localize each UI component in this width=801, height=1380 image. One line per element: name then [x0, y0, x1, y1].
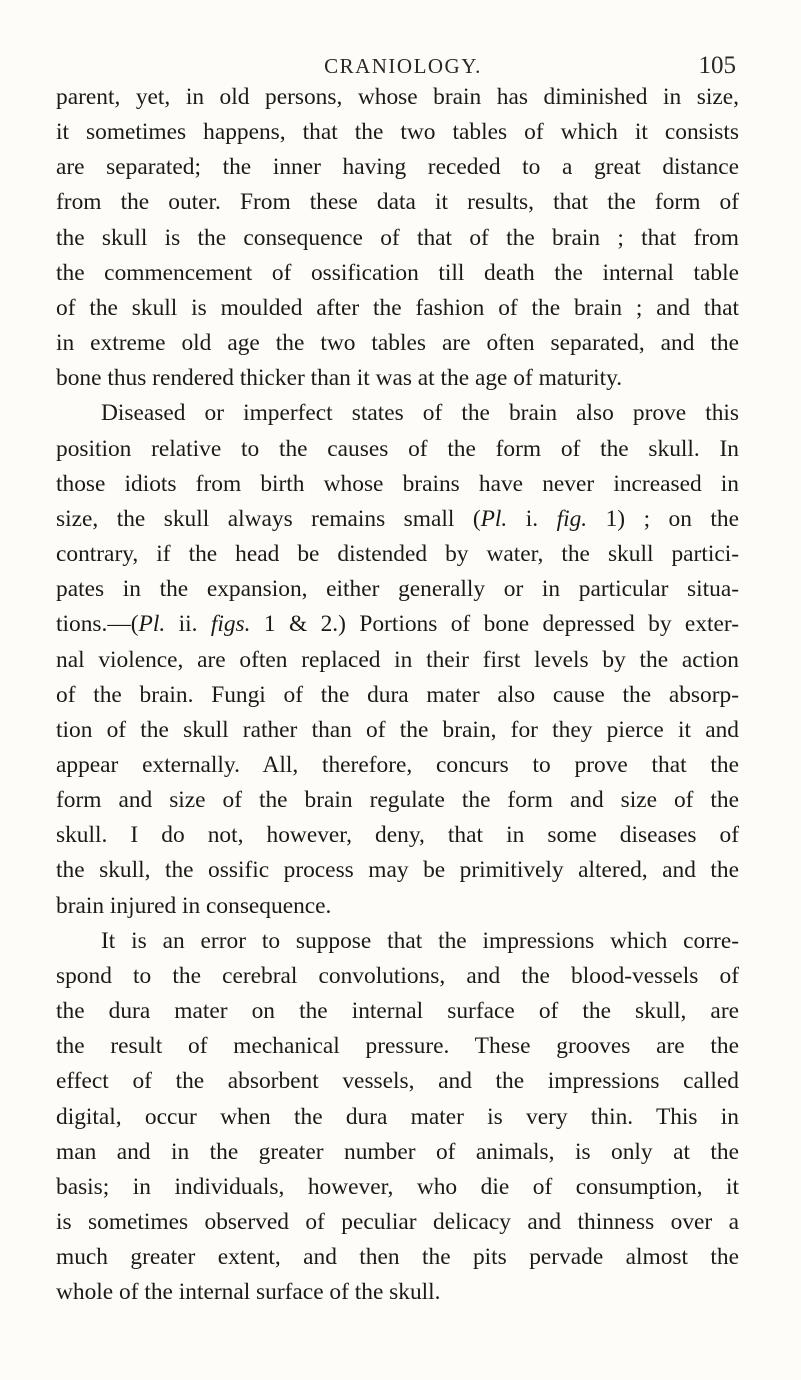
paragraph-2 — [56, 396, 739, 923]
text-line: the dura mater on the internal surface of the skull, are — [56, 998, 739, 1025]
text-line: parent, yet, in old persons, whose brain has diminished in size, — [56, 84, 739, 110]
paragraph-3 — [56, 924, 739, 1311]
text-line: in extreme old age the two tables are often separated, and the — [56, 330, 739, 357]
text-line: are separated; the inner having receded to a great distance — [56, 154, 739, 181]
text-line: tions.—(Pl. ii. figs. 1 & 2.) Portions of bone depressed by exter- — [56, 611, 739, 638]
text-line: is sometimes observed of peculiar delicacy and thinness over a — [56, 1209, 739, 1235]
text-line: position relative to the causes of the form of the skull. In — [56, 435, 739, 462]
text-line: from the outer. From these data it results, that the form of — [56, 189, 739, 216]
running-title: CRANIOLOGY. — [324, 54, 482, 78]
text-line: pates in the expansion, either generally or in particular situa- — [56, 576, 739, 603]
text-line: skull. I do not, however, deny, that in some diseases of — [56, 822, 739, 849]
body-text — [56, 80, 739, 1310]
text-line: nal violence, are often replaced in their first levels by the action — [56, 646, 739, 673]
text-line: bone thus rendered thicker than it was at the age of maturity. — [56, 365, 623, 392]
text-line: the result of mechanical pressure. These grooves are the — [56, 1033, 739, 1060]
text-line: digital, occur when the dura mater is very thin. This in — [56, 1103, 739, 1130]
text-line: the skull is the consequence of that of the brain ; that from — [56, 224, 739, 251]
text-line: it sometimes happens, that the two tables of which it consists — [56, 119, 739, 146]
page-number: 105 — [698, 52, 736, 79]
text-line: of the brain. Fungi of the dura mater also cause the absorp- — [56, 681, 739, 708]
text-line: It is an error to suppose that the impressions which corre- — [101, 927, 739, 954]
text-line: tion of the skull rather than of the brain, for they pierce it and — [56, 716, 739, 743]
text-line: the commencement of ossification till death the internal table — [56, 259, 739, 286]
text-line: much greater extent, and then the pits pervade almost the — [56, 1244, 739, 1271]
text-line: form and size of the brain regulate the form and size of the — [56, 787, 739, 814]
text-line: those idiots from birth whose brains have never increased in — [56, 470, 739, 497]
text-line: appear externally. All, therefore, concurs to prove that the — [56, 751, 739, 778]
text-line: whole of the internal surface of the skull. — [56, 1279, 441, 1306]
text-line: effect of the absorbent vessels, and the impressions called — [56, 1068, 739, 1095]
text-line: size, the skull always remains small (Pl. i. fig. 1) ; on the — [56, 505, 739, 532]
text-line: of the skull is moulded after the fashion of the brain ; and that — [56, 294, 739, 321]
text-line: contrary, if the head be distended by water, the skull partici- — [56, 541, 739, 568]
text-line: spond to the cerebral convolutions, and the blood-vessels of — [56, 962, 739, 989]
text-line: basis; in individuals, however, who die of consumption, it — [56, 1173, 739, 1200]
text-line: man and in the greater number of animals, is only at the — [56, 1138, 739, 1165]
paragraph-1 — [56, 80, 739, 396]
text-line: brain injured in consequence. — [56, 892, 332, 919]
text-line: the skull, the ossific process may be primitively altered, and the — [56, 857, 739, 884]
text-line: Diseased or imperfect states of the brain also prove this — [101, 400, 739, 427]
